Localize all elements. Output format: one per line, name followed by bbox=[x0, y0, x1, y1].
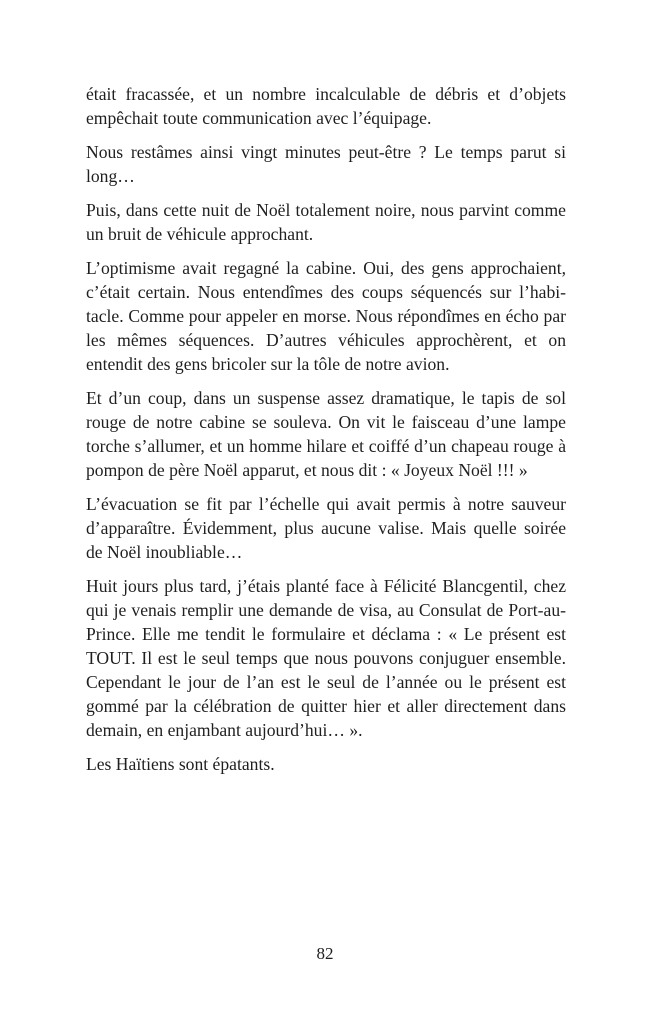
paragraph-1: était fracassée, et un nombre incalculable de débris et d’objets empêchait toute communication avec l’équipage. bbox=[86, 84, 566, 128]
paragraph-7: Huit jours plus tard, j’étais planté face à Félicité Blancgentil, chez qui je venais remplir une demande de visa, au Consulat de Port-au-Prince. Elle me tendit le formulaire et déclama : « Le présent est TOUT. Il est le seul temps que nous pouvons conjuguer ensemble. Cependant le jour de l’an est le seul de l’année ou le présent est gommé par la célébration de quitter hier et aller directement dans demain, en enjambant aujourd’hui… ». bbox=[86, 576, 566, 740]
page-number: 82 bbox=[316, 944, 334, 963]
paragraph-8: Les Haïtiens sont épatants. bbox=[86, 754, 275, 774]
paragraph-3: Puis, dans cette nuit de Noël totalement noire, nous parvint comme un bruit de véhicule approchant. bbox=[86, 200, 566, 244]
page-body bbox=[86, 82, 566, 786]
paragraph-2: Nous restâmes ainsi vingt minutes peut-être ? Le temps parut si long… bbox=[86, 142, 566, 186]
paragraph-5: Et d’un coup, dans un suspense assez dramatique, le tapis de sol rouge de notre cabine se souleva. On vit le faisceau d’une lampe torche s’allumer, et un homme hilare et coiffé d’un chapeau rouge à pompon de père Noël apparut, et nous dit : « Joyeux Noël !!! » bbox=[86, 388, 566, 480]
paragraph-4: L’optimisme avait regagné la cabine. Oui, des gens approchaient, c’était certain. Nous entendîmes des coups séquencés sur l’habitacle. Comme pour appeler en morse. Nous répondîmes en écho par les mêmes séquences. D’autres véhicules approchèrent, et on entendit des gens bricoler sur la tôle de notre avion. bbox=[86, 258, 566, 374]
paragraph-6: L’évacuation se fit par l’échelle qui avait permis à notre sauveur d’apparaître. Évidemment, plus aucune valise. Mais quelle soirée de Noël inoubliable… bbox=[86, 494, 566, 562]
